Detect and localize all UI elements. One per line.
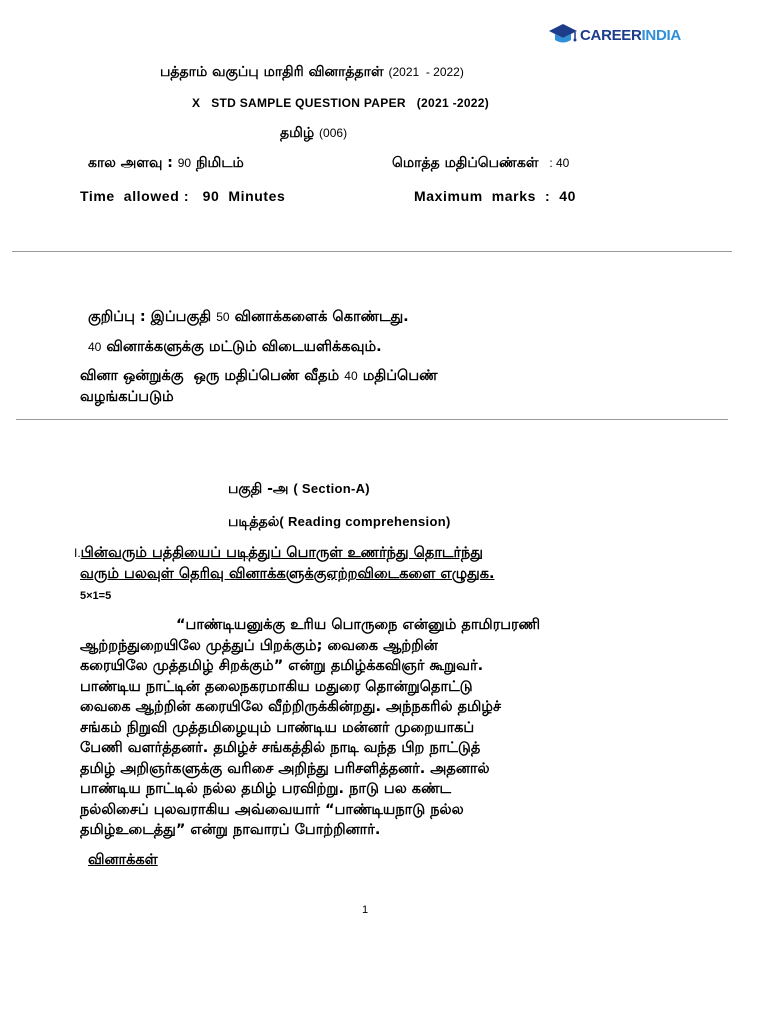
title-tamil-year: (2021 - 2022) (388, 65, 464, 79)
passage-line: தமிழ் அறிஞர்களுக்கு வரிசை அறிந்து பரிசளித்தனர். அதனால் (80, 761, 490, 777)
question-line-2: வரும் பலவுள் தெரிவு வினாக்களுக்குஏற்றவிடைகளை எழுதுக. (80, 566, 495, 582)
subject-title: தமிழ் (006) (280, 125, 348, 141)
questions-heading: வினாக்கள் (88, 852, 158, 868)
title-english: X STD SAMPLE QUESTION PAPER (2021 -2022) (192, 96, 490, 110)
divider-note (16, 419, 728, 420)
note-line-3: வினா ஒன்றுக்கு ஒரு மதிப்பெண் வீதம் 40 மதிப்பெண் (80, 368, 438, 384)
note-line-2: 40 வினாக்களுக்கு மட்டும் விடையளிக்கவும். (88, 339, 382, 355)
divider-top (12, 251, 732, 252)
passage-line: வைகை ஆற்றின் கரையிலே வீற்றிருக்கின்றது. அந்நகரில் தமிழ்ச் (80, 699, 501, 715)
time-allowed-english: Time allowed : 90 Minutes (80, 188, 286, 204)
reading-heading: படித்தல்( Reading comprehension) (228, 514, 451, 530)
question-score: 5×1=5 (80, 590, 112, 602)
passage-line: பாண்டிய நாட்டின் தலைநகரமாகிய மதுரை தொன்றுதொட்டு (80, 679, 473, 695)
graduation-cap-icon (548, 23, 578, 47)
passage-line: ஆற்றந்துறையிலே முத்துப் பிறக்கும்; வைகை ஆற்றின் (80, 638, 438, 654)
note-line-4: வழங்கப்படும் (80, 389, 174, 405)
subject-code: (006) (319, 126, 348, 140)
passage-line: பேணி வளர்த்தனர். தமிழ்ச் சங்கத்தில் நாடி வந்த பிற நாட்டுத் (80, 740, 481, 756)
logo-text: CAREERINDIA (580, 26, 681, 44)
note-line-1: குறிப்பு : இப்பகுதி 50 வினாக்களைக் கொண்டது. (88, 309, 409, 325)
max-marks-english: Maximum marks : 40 (414, 188, 576, 204)
page-number: 1 (362, 904, 369, 916)
question-number: I. (74, 546, 81, 560)
max-marks-tamil: மொத்த மதிப்பெண்கள் : 40 (392, 155, 570, 171)
title-tamil: பத்தாம் வகுப்பு மாதிரி வினாத்தாள் (2021 - 2022) (160, 64, 464, 80)
passage-line: சங்கம் நிறுவி முத்தமிழையும் பாண்டிய மன்னர் முறையாகப் (80, 720, 475, 736)
passage-line: கரையிலே முத்தமிழ் சிறக்கும்” என்று தமிழ்க்கவிஞர் கூறுவர். (80, 658, 484, 674)
time-allowed-tamil: கால அளவு : 90 நிமிடம் (88, 155, 244, 171)
career-india-logo (548, 22, 681, 48)
passage-line: பாண்டிய நாட்டில் நல்ல தமிழ் பரவிற்று. நாடு பல கண்ட (80, 781, 452, 797)
section-heading: பகுதி -அ ( Section-A) (228, 481, 370, 497)
passage-line: நல்லிசைப் புலவராகிய அவ்வையார் “பாண்டியநாடு நல்ல (80, 802, 464, 818)
question-line-1: I.பின்வரும் பத்தியைப் படித்துப் பொருள் உணர்ந்து தொடர்ந்து (74, 545, 483, 561)
passage-line: தமிழ்உடைத்து” என்று நாவாரப் போற்றினார். (80, 822, 381, 838)
passage-line: “பாண்டியனுக்கு உரிய பொருநை என்னும் தாமிரபரணி (176, 617, 541, 633)
